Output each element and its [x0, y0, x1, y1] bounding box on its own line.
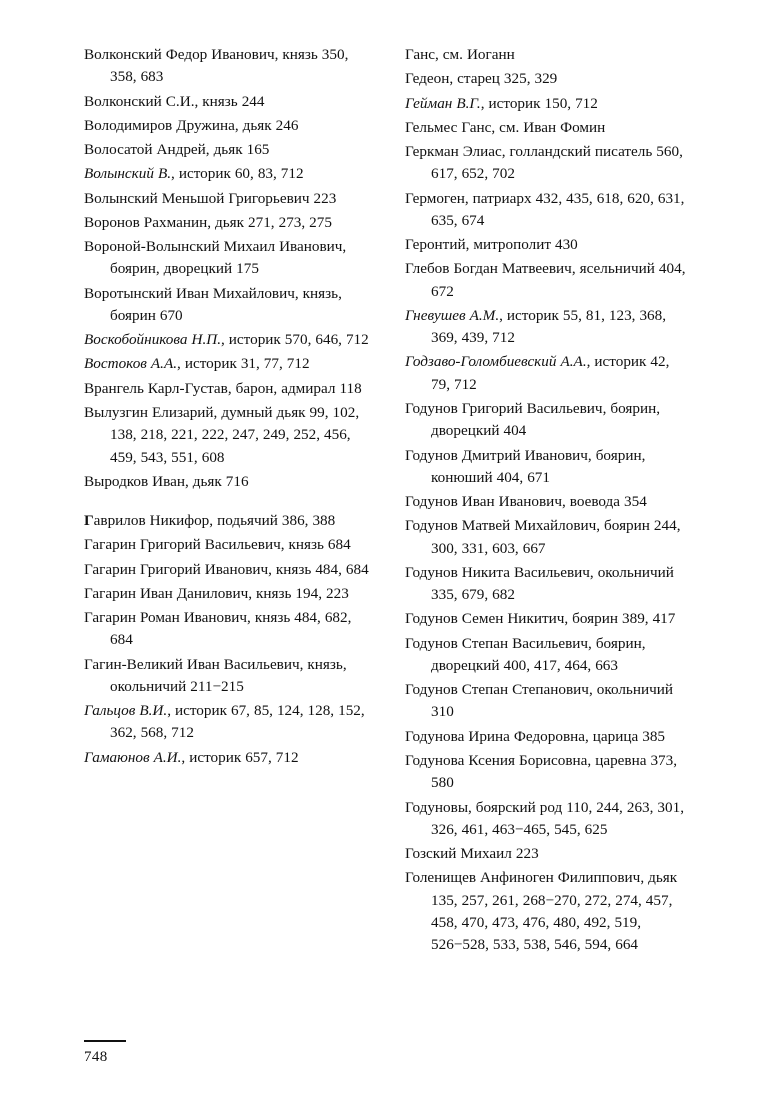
entry-initial-letter: Г	[84, 512, 94, 530]
entry-author-name: Годзаво-Голомбиевский А.А.	[405, 353, 587, 371]
page-footer	[84, 1040, 184, 1066]
index-entry: Воротынский Иван Михайлович, князь, боярин 670	[84, 284, 342, 324]
index-entry: Годунов Степан Васильевич, боярин, дворецкий 400, 417, 464, 663	[405, 634, 646, 674]
entry-author-name: Гальцов В.И.	[84, 702, 168, 720]
entry-text: , историк 67, 85, 124, 128, 152, 362, 568, 712	[110, 702, 365, 742]
index-entry: Годунова Ирина Федоровна, царица 385	[405, 727, 666, 745]
index-columns	[84, 44, 692, 958]
index-entry: Гедеон, старец 325, 329	[405, 70, 558, 88]
index-entry: Вороной-Волынский Михаил Иванович, боярин, дворецкий 175	[84, 238, 347, 278]
index-entry: Годунов Иван Иванович, воевода 354	[405, 493, 647, 511]
index-entry: Гагарин Григорий Васильевич, князь 684	[84, 536, 351, 554]
index-entry	[84, 510, 371, 532]
index-entry: Волконский С.И., князь 244	[84, 92, 265, 110]
index-entry: Годунов Григорий Васильевич, боярин, дворецкий 404	[405, 399, 661, 440]
index-entry: Голенищев Анфиноген Филиппович, дьяк 135, 257, 261, 268−270, 272, 274, 457, 458, 470, 473, 476, 480, 492, 519, 526−528, 533, 538, 546, 594, 664	[405, 869, 678, 954]
index-entry: Годуновы, боярский род 110, 244, 263, 301, 326, 461, 463−465, 545, 625	[405, 798, 685, 838]
index-entry: Годунов Никита Васильевич, окольничий 335, 679, 682	[405, 563, 674, 604]
index-entry: Годунов Матвей Михайлович, боярин 244, 300, 331, 603, 667	[405, 517, 681, 557]
index-entry: Володимиров Дружина, дьяк 246	[84, 116, 299, 134]
entry-text: аврилов Никифор, подьячий 386, 388	[93, 512, 336, 530]
entry-author-name: Воскобойникова Н.П.	[84, 331, 222, 349]
index-entry: Гельмес Ганс, см. Иван Фомин	[405, 118, 606, 136]
index-entry: Геронтий, митрополит 430	[405, 236, 578, 254]
index-entry	[405, 305, 692, 350]
page-number: 748	[84, 1049, 108, 1065]
entry-author-name: Волынский В.	[84, 165, 172, 183]
index-entry	[84, 353, 371, 375]
entry-text: , историк 42, 79, 712	[431, 353, 670, 393]
index-entry: Гагарин Роман Иванович, князь 484, 682, 684	[84, 609, 352, 649]
entry-author-name: Востоков А.А.	[84, 355, 178, 373]
index-entry: Гермоген, патриарх 432, 435, 618, 620, 631, 635, 674	[405, 189, 685, 229]
entry-author-name: Гейман В.Г.	[405, 94, 481, 112]
entry-text: , историк 55, 81, 123, 368, 369, 439, 712	[431, 306, 667, 347]
index-entry: Вылузгин Елизарий, думный дьяк 99, 102, 138, 218, 221, 222, 247, 249, 252, 456, 459, 543, 551, 608	[84, 403, 360, 466]
entry-author-name: Гневушев А.М.	[405, 306, 500, 324]
entry-text: , историк 570, 646, 712	[221, 331, 369, 349]
index-entry	[405, 93, 692, 115]
index-entry: Гозский Михаил 223	[405, 845, 539, 863]
index-entry: Гагин-Великий Иван Васильевич, князь, окольничий 211−215	[84, 655, 347, 695]
index-entry: Глебов Богдан Матвеевич, ясельничий 404, 672	[405, 260, 686, 300]
index-entry: Гагарин Иван Данилович, князь 194, 223	[84, 584, 349, 602]
index-column-right	[405, 44, 692, 958]
index-entry: Волосатой Андрей, дьяк 165	[84, 141, 270, 159]
entry-text: , историк 150, 712	[480, 94, 598, 112]
index-column-left	[84, 44, 371, 958]
index-entry: Волконский Федор Иванович, князь 350, 358, 683	[84, 46, 349, 86]
index-entry: Годунов Степан Степанович, окольничий 310	[405, 681, 673, 721]
index-entry: Годунова Ксения Борисовна, царевна 373, 580	[405, 751, 678, 792]
footer-rule	[84, 1040, 126, 1042]
index-entry: Врангель Карл-Густав, барон, адмирал 118	[84, 379, 362, 397]
entry-text: , историк 657, 712	[181, 748, 299, 766]
entry-text: , историк 60, 83, 712	[171, 165, 304, 183]
index-entry	[84, 700, 371, 745]
index-entry	[405, 351, 692, 396]
index-entry: Годунов Дмитрий Иванович, боярин, конюший 404, 671	[405, 446, 646, 486]
index-entry: Выродков Иван, дьяк 716	[84, 472, 249, 490]
index-entry: Гагарин Григорий Иванович, князь 484, 684	[84, 560, 369, 578]
entry-text: , историк 31, 77, 712	[177, 355, 310, 373]
entry-author-name: Гамаюнов А.И.	[84, 748, 182, 766]
index-entry: Волынский Меньшой Григорьевич 223	[84, 189, 337, 207]
index-entry	[84, 329, 371, 351]
index-entry: Геркман Элиас, голландский писатель 560, 617, 652, 702	[405, 143, 683, 183]
index-entry	[84, 163, 371, 185]
index-entry: Воронов Рахманин, дьяк 271, 273, 275	[84, 213, 332, 231]
index-entry	[84, 747, 371, 769]
index-entry: Годунов Семен Никитич, боярин 389, 417	[405, 610, 676, 628]
index-entry: Ганс, см. Иоганн	[405, 46, 515, 63]
